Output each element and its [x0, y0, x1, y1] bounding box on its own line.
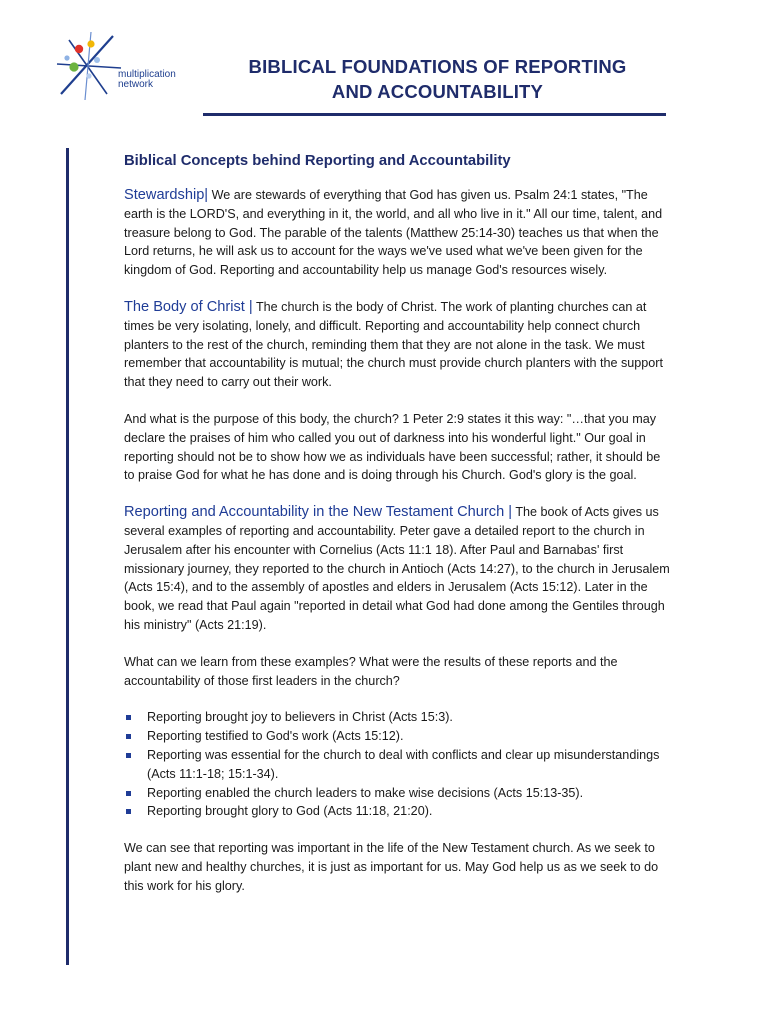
purpose-paragraph: And what is the purpose of this body, the church? 1 Peter 2:9 states it this way: "…that you may declare the praises of him who called you out of darkness into his wonderful light." Our goal in reporting should not be to show how we as individuals have been successful; rather, it should be to praise God for what he has done and is doing through his Church. God's glory is the goal.: [124, 411, 661, 483]
nt-church-text: The book of Acts gives us several examples of reporting and accountability. Peter gave a detailed report to the church in Jerusalem after his encounter with Cornelius (Acts 11:1 18). After Paul and Barnabas' first missionary journey, they reported to the church in Antioch (Acts 14:27), to the church in Jerusalem (Acts 15:4), and to the assembly of apostles and elders in Jerusalem (Acts 15:12). Later in the book, we read that Paul again "reported in detail what God had done among the Gentiles through his ministry" (Acts 21:19).: [124, 505, 670, 632]
logo-text: [118, 70, 176, 90]
square-bullet-icon: [126, 791, 131, 796]
body-of-christ-lead: The Body of Christ |: [124, 298, 253, 315]
body-of-christ-paragraph: [124, 298, 674, 392]
title-line-1: BIBLICAL FOUNDATIONS OF REPORTING: [248, 56, 627, 77]
nt-church-lead: Reporting and Accountability in the New Testament Church |: [124, 504, 513, 521]
list-item: [124, 727, 674, 746]
square-bullet-icon: [126, 734, 131, 739]
list-item: [124, 746, 674, 784]
multiplication-network-logo: [55, 30, 205, 102]
square-bullet-icon: [126, 715, 131, 720]
square-bullet-icon: [126, 753, 131, 758]
stewardship-text: We are stewards of everything that God has given us. Psalm 24:1 states, "The earth is the LORD'S, and everything in it, the world, and all who live in it." All our time, talent, and treasure belong to God. The parable of the talents (Matthew 25:14-30) teaches us that when the Lord returns, he will ask us to account for the ways we've used what we've been given for the kingdom of God. Reporting and accountability help us manage God's resources wisely.: [124, 188, 663, 278]
logo-line-2: network: [118, 79, 154, 90]
side-bar-divider: [66, 148, 69, 965]
list-item-text: Reporting enabled the church leaders to make wise decisions (Acts 15:13-35).: [147, 785, 584, 800]
list-item-text: Reporting was essential for the church to deal with conflicts and clear up misunderstandings (Acts 11:1-18; 15:1-34).: [147, 747, 660, 781]
question-paragraph: What can we learn from these examples? What were the results of these reports and the accountability of those first leaders in the church?: [124, 654, 618, 688]
list-item: [124, 802, 674, 821]
document-body: [124, 150, 674, 914]
list-item: [124, 784, 674, 803]
stewardship-lead: Stewardship|: [124, 187, 209, 203]
nt-church-paragraph: [124, 503, 674, 635]
page-title: [205, 54, 670, 104]
square-bullet-icon: [126, 809, 131, 814]
closing-paragraph: We can see that reporting was important in the life of the New Testament church. As we seek to plant new and healthy churches, it is just as important for us. May God help us as we seek to do this work for his glory.: [124, 841, 659, 893]
section-heading: Biblical Concepts behind Reporting and Accountability: [124, 153, 511, 169]
title-divider: [203, 113, 666, 116]
star-icon: [57, 32, 121, 100]
list-item-text: Reporting testified to God's work (Acts 15:12).: [147, 729, 404, 744]
body-of-christ-text: The church is the body of Christ. The work of planting churches can at times be very isolating, lonely, and difficult. Reporting and accountability help connect church planters to the rest of the church, reminding them that they are not alone in the task. We must remember that accountability is mutual; the church must provide church planters with the support that they need to carry out their work.: [124, 299, 663, 390]
logo-line-1: multiplication: [118, 69, 176, 80]
results-list: [124, 708, 674, 821]
list-item-text: Reporting brought glory to God (Acts 11:18, 21:20).: [147, 804, 433, 819]
list-item-text: Reporting brought joy to believers in Christ (Acts 15:3).: [147, 710, 453, 725]
stewardship-paragraph: [124, 186, 674, 280]
list-item: [124, 708, 674, 727]
title-line-2: AND ACCOUNTABILITY: [331, 81, 544, 102]
